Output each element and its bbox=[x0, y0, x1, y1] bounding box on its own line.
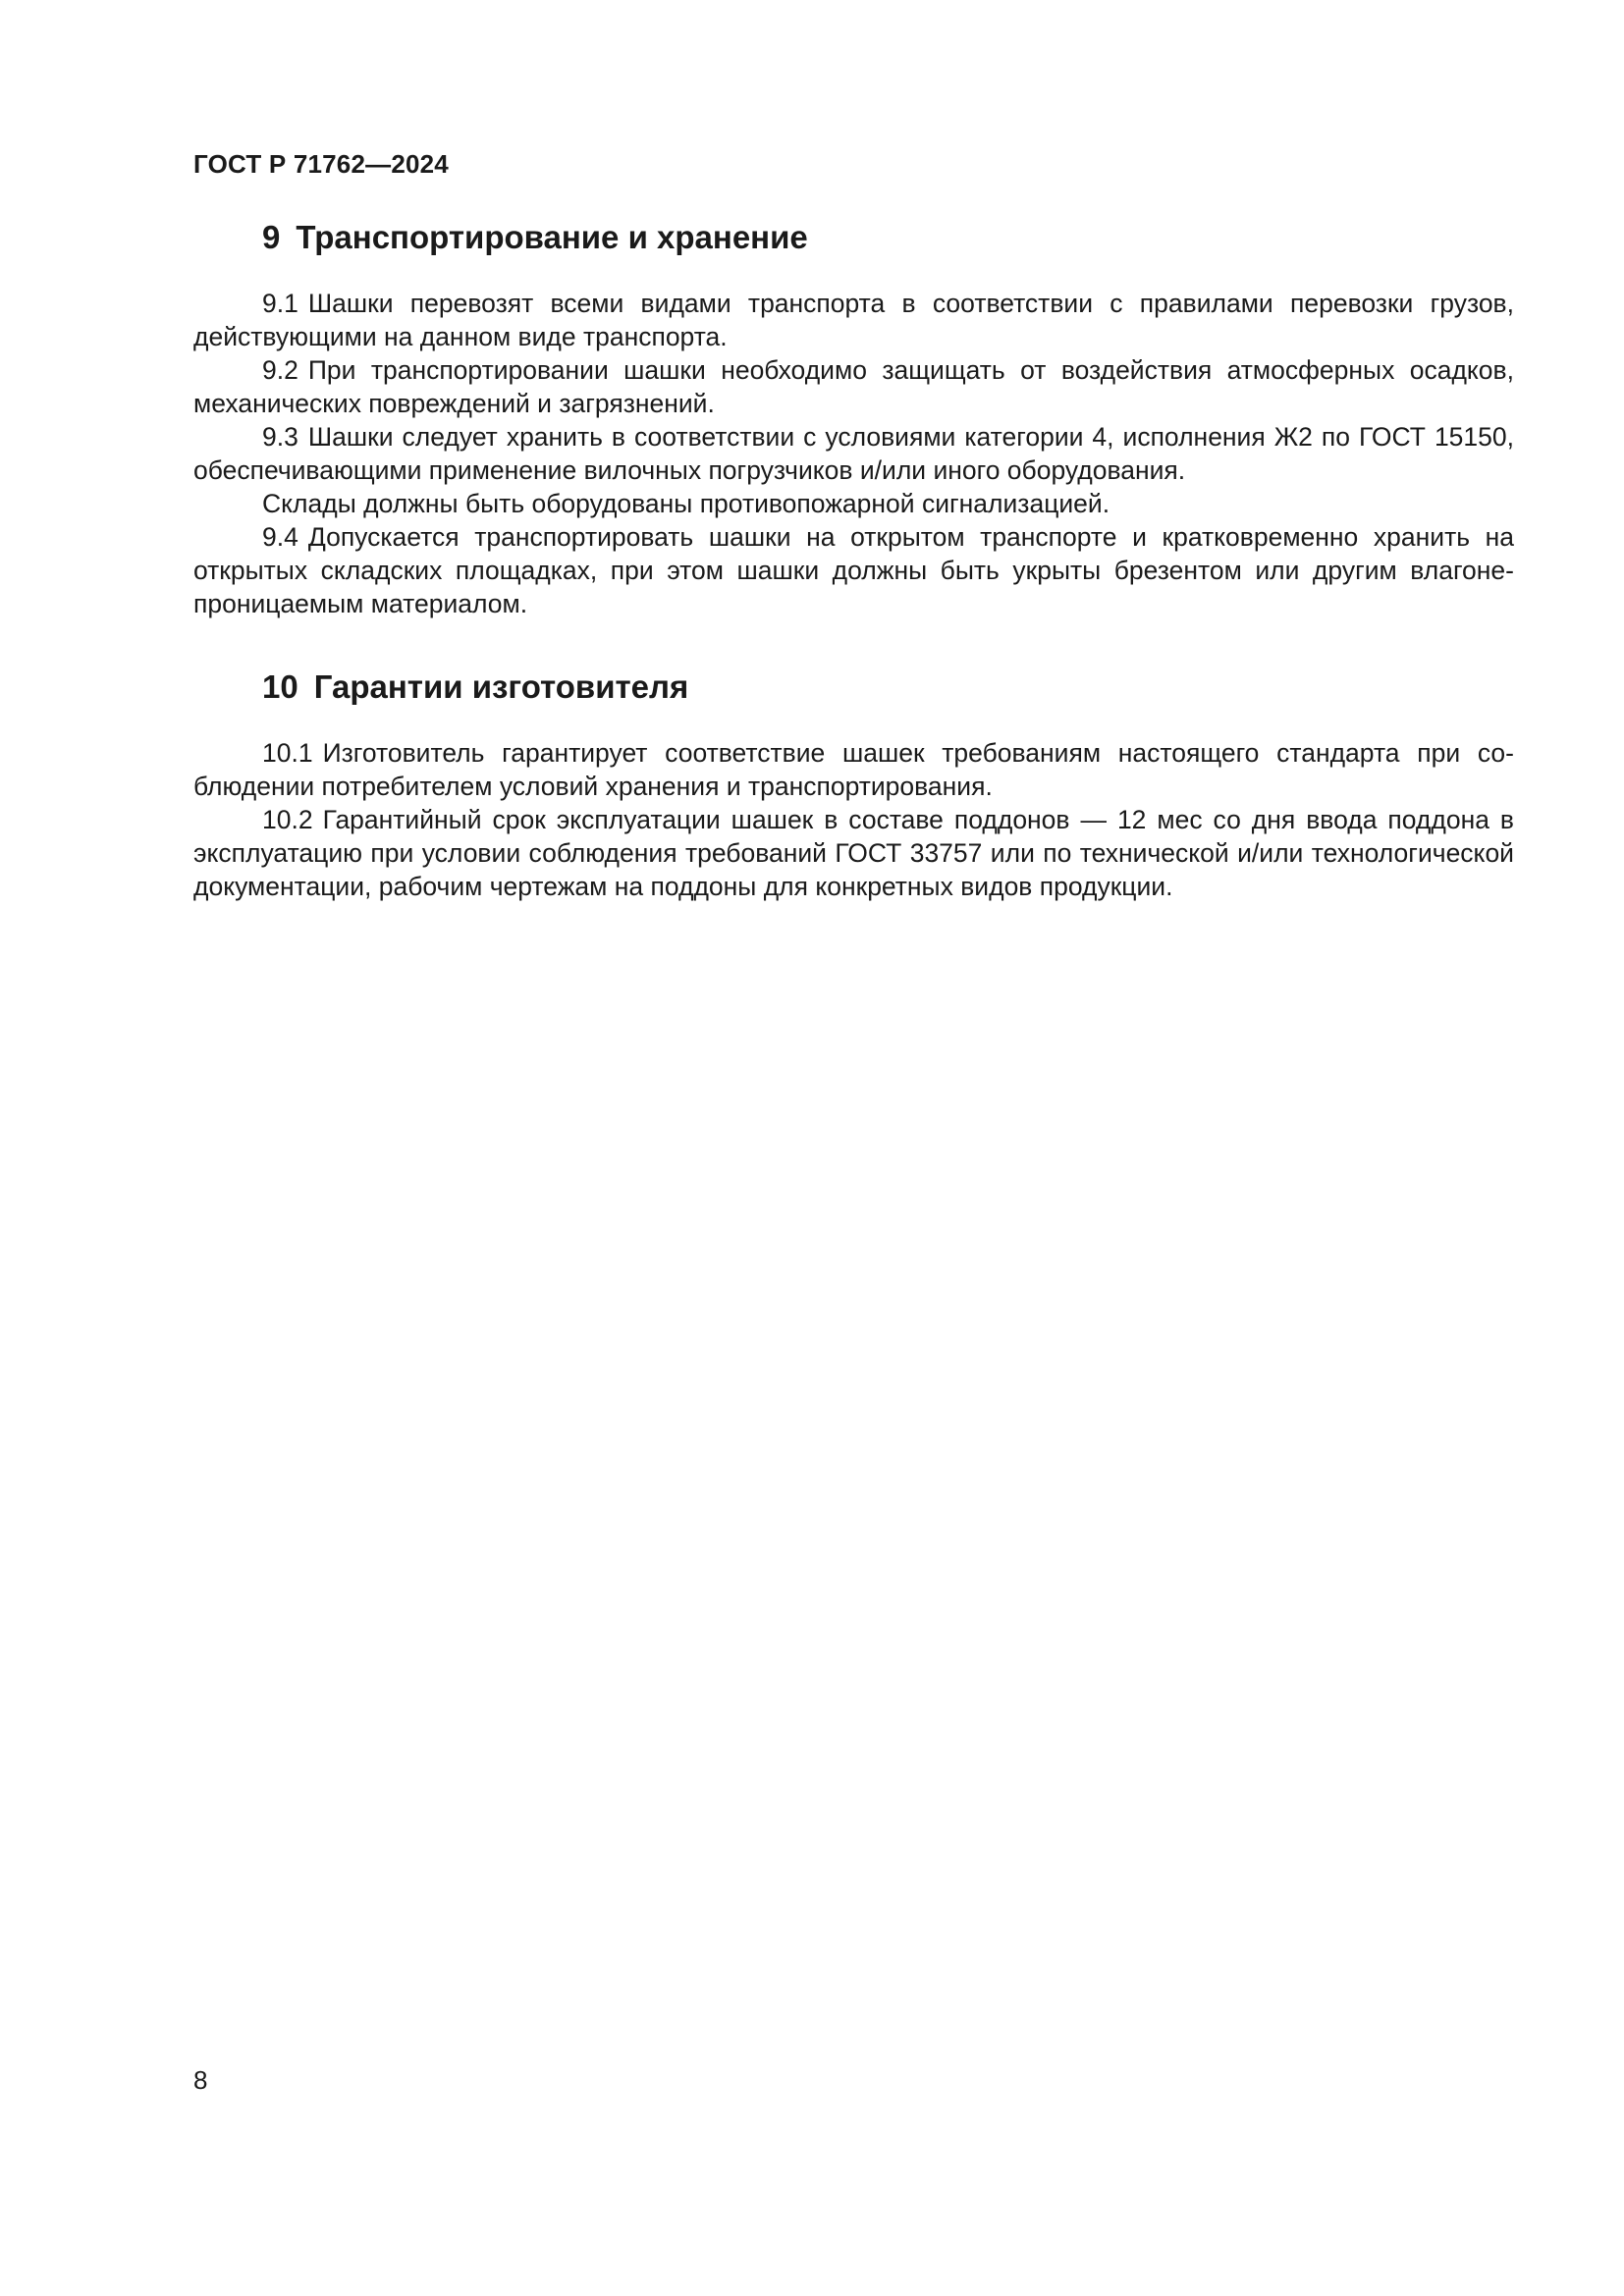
document-code: ГОСТ Р 71762—2024 bbox=[193, 149, 449, 179]
paragraph bbox=[193, 353, 1514, 420]
paragraph bbox=[193, 736, 1514, 803]
paragraph bbox=[193, 520, 1514, 620]
paragraph-number: 10.2 bbox=[262, 805, 313, 834]
paragraph-text: Шашки следует хранить в соответствии с условиями категории 4, исполнения Ж2 по ГОСТ 15150, обеспечивающими применение вилочных погрузчиков и/или иного оборудования. bbox=[193, 422, 1514, 485]
section-title-text: Гарантии изготовителя bbox=[313, 668, 689, 705]
paragraph-number: 9.3 bbox=[262, 422, 298, 452]
paragraph bbox=[193, 287, 1514, 353]
paragraph-number: 10.1 bbox=[262, 738, 313, 768]
section-10 bbox=[193, 667, 1514, 903]
paragraph-text: Шашки перевозят всеми видами транспорта в соответствии с правилами перевозки грузов, действующими на данном виде транспорта. bbox=[193, 289, 1514, 351]
section-spacer bbox=[193, 620, 1514, 667]
paragraph bbox=[193, 487, 1514, 520]
section-title bbox=[262, 667, 1514, 707]
section-number: 10 bbox=[262, 668, 298, 705]
document-body bbox=[193, 218, 1514, 903]
paragraph bbox=[193, 420, 1514, 487]
section-number: 9 bbox=[262, 219, 281, 255]
paragraph-number: 9.2 bbox=[262, 355, 298, 385]
paragraph bbox=[193, 803, 1514, 903]
section-title bbox=[262, 218, 1514, 257]
paragraph-text: При транспортировании шашки необходимо защищать от воздействия атмосферных осадков, механических повреждений и загрязнений. bbox=[193, 355, 1514, 418]
paragraph-text: Изготовитель гарантирует соответствие шашек требованиям настоящего стандарта при соблюдении потребителем условий хранения и транспортирования. bbox=[193, 738, 1514, 801]
section-title-text: Транспортирование и хранение bbox=[296, 219, 808, 255]
paragraph-text: Склады должны быть оборудованы противопожарной сигнализацией. bbox=[262, 489, 1110, 518]
paragraph-text: Гарантийный срок эксплуатации шашек в составе поддонов — 12 мес со дня ввода поддона в эксплуатацию при условии соблюдения требований ГОСТ 33757 или по технической и/или технологической документации, рабочим чертежам на поддоны для конкретных видов продукции. bbox=[193, 805, 1514, 901]
paragraph-text: Допускается транспортировать шашки на открытом транспорте и кратковременно хранить на открытых складских площадках, при этом шашки должны быть укрыты брезентом или другим влагонепроницаемым материалом. bbox=[193, 522, 1514, 618]
page-number: 8 bbox=[193, 2065, 208, 2095]
paragraph-number: 9.1 bbox=[262, 289, 298, 318]
section-9 bbox=[193, 218, 1514, 620]
paragraph-number: 9.4 bbox=[262, 522, 298, 552]
